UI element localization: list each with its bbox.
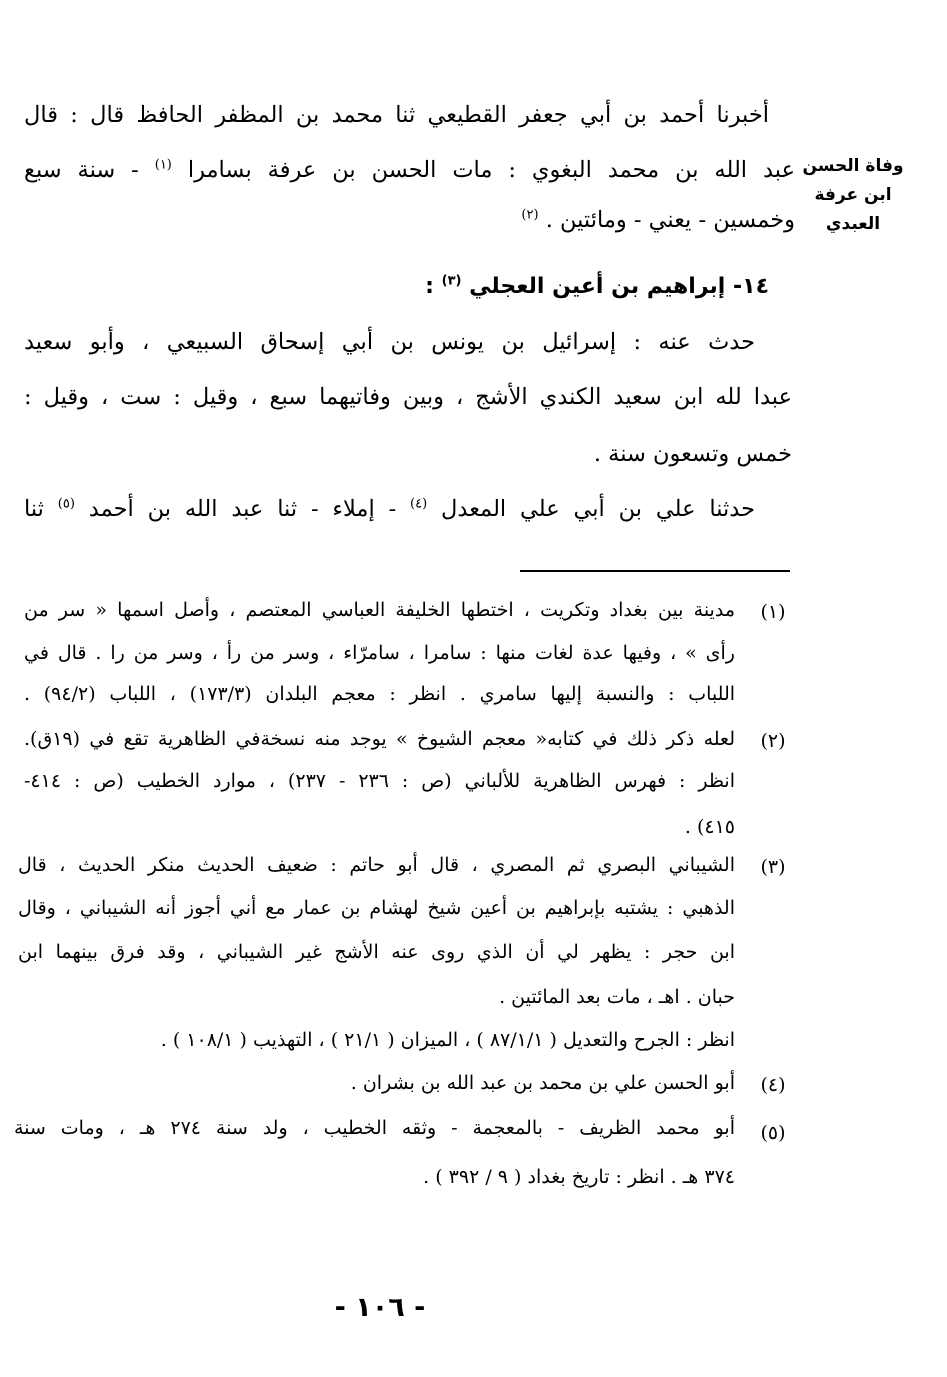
body-text: وخمسين - يعني - ومائتين .: [545, 207, 795, 233]
body-line-1: [24, 98, 769, 132]
body-line-2: [24, 153, 795, 187]
footnote-line: حبان . اهـ ، مات بعد المائتين .: [499, 986, 735, 1008]
body-text: خمس وتسعون سنة .: [593, 441, 792, 467]
footnote-number: (٢): [760, 730, 786, 752]
footnote-line: لعله ذكر ذلك في كتابه« معجم الشيوخ » يوجد منه نسخةفي الظاهرية تقع في (١٩ق).: [24, 728, 735, 750]
body-line-4: [24, 325, 755, 359]
footnote-line: انظر : فهرس الظاهرية للألباني (ص : ٢٣٦ - ٢٣٧) ، موارد الخطيب (ص : ٤١٤-: [24, 770, 735, 792]
body-line-5: [24, 380, 792, 414]
body-line-6: [594, 437, 792, 471]
footnote-line: الشيباني البصري ثم المصري ، قال أبو حاتم : ضعيف الحديث منكر الحديث ، قال: [18, 854, 735, 876]
footnote-line: ٤١٥) .: [684, 816, 735, 838]
footnote-line: انظر : الجرح والتعديل ( ٨٧/١/١ ) ، الميزان ( ٢١/١ ) ، التهذيب ( ١٠٨/١ ) .: [160, 1029, 735, 1051]
margin-note-line: وفاة الحسن: [802, 156, 904, 176]
margin-note: [802, 152, 904, 239]
body-text: حدث عنه : إسرائيل بن يونس بن أبي إسحاق السبيعي ، وأبو سعيد: [24, 329, 755, 355]
footnote-line: أبو محمد الظريف - بالمعجمة - وثقه الخطيب ، ولد سنة ٢٧٤ هـ ، ومات سنة: [14, 1117, 735, 1139]
body-text: عبد الله بن محمد البغوي : مات الحسن بن عرفة بسامرا: [187, 157, 796, 183]
heading-text: ١٤- إبراهيم بن أعين العجلي: [469, 274, 769, 299]
footnote-line: ٣٧٤ هـ . انظر : تاريخ بغداد ( ٩ / ٣٩٢ ) .: [423, 1166, 735, 1188]
body-line-3: [521, 203, 795, 237]
footnote-line: ابن حجر : يظهر لي أن الذي روى عنه الأشج غير الشيباني ، وقد فرق بينهما ابن: [18, 941, 735, 963]
footnote-line: مدينة بين بغداد وتكريت ، اختطها الخليفة العباسي المعتصم ، وأصل اسمها « سر من: [24, 599, 735, 621]
body-text: ثنا: [24, 496, 58, 522]
body-text: حدثنا علي بن أبي علي المعدل: [441, 496, 755, 522]
footnote-separator: [520, 570, 790, 572]
heading-text: :: [425, 274, 442, 299]
footnote-number: (١): [760, 601, 786, 623]
footnote-line: اللباب : والنسبة إليها سامري . انظر : معجم البلدان (١٧٣/٣) ، اللباب (٩٤/٢) .: [24, 683, 736, 705]
footnote-line: الذهبي : يشتبه بإبراهيم بن أعين شيخ لهشام بن عمار مع أني أجوز أنه الشيباني ، وقال: [18, 897, 735, 919]
footnote-marker: (٢): [521, 207, 539, 223]
body-text: - إملاء - ثنا عبد الله بن أحمد: [88, 496, 411, 522]
footnote-marker: (٤): [410, 496, 428, 512]
margin-note-line: ابن عرفة: [814, 185, 892, 205]
footnote-line: أبو الحسن علي بن محمد بن عبد الله بن بشران .: [350, 1072, 735, 1094]
footnote-number: (٣): [760, 856, 786, 878]
section-heading: [425, 270, 769, 304]
footnote-marker: (٥): [57, 496, 75, 512]
page-number: - ١٠٦ -: [334, 1292, 426, 1323]
body-line-7: [24, 492, 755, 526]
footnote-number: (٥): [760, 1122, 786, 1144]
body-text: أخبرنا أحمد بن أبي جعفر القطيعي ثنا محمد بن المظفر الحافظ قال : قال: [24, 102, 769, 128]
body-text: عبدا لله ابن سعيد الكندي الأشج ، وبين وفاتيهما سبع ، وقيل : ست ، وقيل :: [24, 384, 792, 410]
footnote-number: (٤): [760, 1074, 786, 1096]
footnote-marker: (٣): [441, 273, 462, 289]
body-text: - سنة سبع: [24, 157, 155, 183]
footnote-line: رأى » ، وفيها عدة لغات منها : سامرا ، سامرّاء ، وسر من رأ ، وسر من را . قال في: [24, 642, 735, 664]
footnote-marker: (١): [154, 157, 172, 173]
margin-note-line: العبدي: [825, 214, 881, 234]
